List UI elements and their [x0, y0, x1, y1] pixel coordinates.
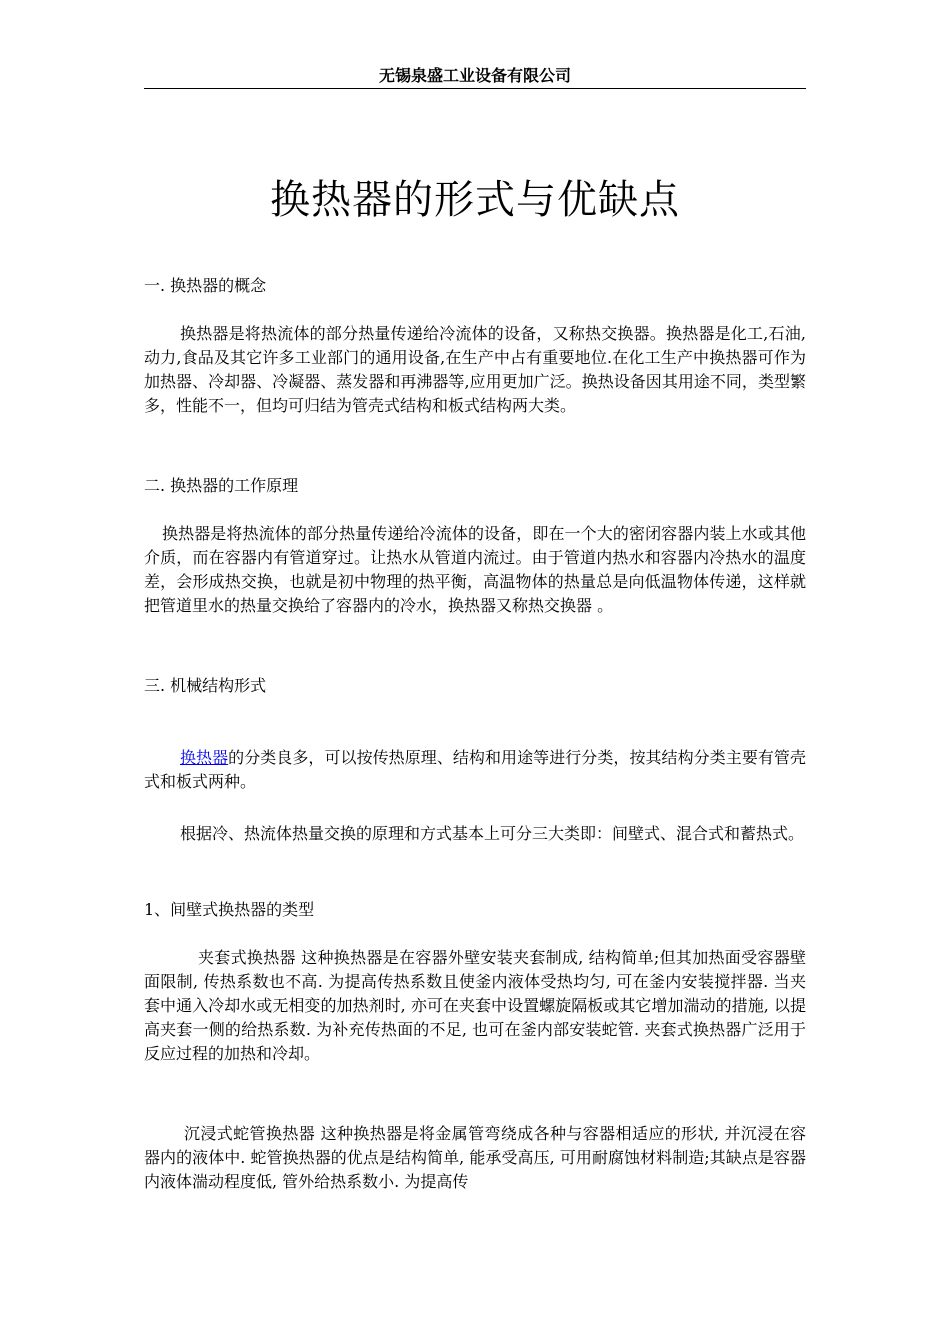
page-header: [144, 64, 806, 89]
subsection-heading-wall-type: 1、间壁式换热器的类型: [144, 900, 315, 919]
section-heading-structure: 三. 机械结构形式: [144, 676, 267, 695]
document-title: 换热器的形式与优缺点: [270, 177, 680, 223]
paragraph-coil: 沉浸式蛇管换热器 这种换热器是将金属管弯绕成各种与容器相适应的形状, 并沉浸在容器内的液体中. 蛇管换热器的优点是结构简单, 能承受高压, 可用耐腐蚀材料制造;其缺点是容器内液体湍动程度低, 管外给热系数小. 为提高传: [144, 1124, 806, 1191]
section-heading-principle: 二. 换热器的工作原理: [144, 476, 299, 495]
paragraph-three-types: 根据冷、热流体热量交换的原理和方式基本上可分三大类即：间壁式、混合式和蓄热式。: [180, 824, 805, 843]
section-heading-concept: 一. 换热器的概念: [144, 276, 267, 295]
paragraph-principle: 换热器是将热流体的部分热量传递给冷流体的设备，即在一个大的密闭容器内装上水或其他介质，而在容器内有管道穿过。让热水从管道内流过。由于管道内热水和容器内冷热水的温度差，会形成热交换，也就是初中物理的热平衡，高温物体的热量总是向低温物体传递，这样就把管道里水的热量交换给了容器内的冷水，换热器又称热交换器 。: [144, 524, 806, 615]
company-name: 无锡泉盛工业设备有限公司: [378, 66, 571, 85]
paragraph-classification-text: 的分类良多，可以按传热原理、结构和用途等进行分类，按其结构分类主要有管壳式和板式两种。: [144, 748, 806, 791]
heat-exchanger-link[interactable]: 换热器: [180, 748, 229, 767]
paragraph-classification: [144, 746, 806, 794]
paragraph-concept: 换热器是将热流体的部分热量传递给冷流体的设备，又称热交换器。换热器是化工,石油,动力,食品及其它许多工业部门的通用设备,在生产中占有重要地位.在化工生产中换热器可作为加热器、冷却器、冷凝器、蒸发器和再沸器等,应用更加广泛。换热设备因其用途不同，类型繁多，性能不一，但均可归结为管壳式结构和板式结构两大类。: [144, 324, 806, 415]
paragraph-jacketed: 夹套式换热器 这种换热器是在容器外壁安装夹套制成, 结构简单;但其加热面受容器壁面限制, 传热系数也不高. 为提高传热系数且使釜内液体受热均匀, 可在釜内安装搅拌器. 当夹套中通入冷却水或无相变的加热剂时, 亦可在夹套中设置螺旋隔板或其它增加湍动的措施, 以提高夹套一侧的给热系数. 为补充传热面的不足, 也可在釜内部安装蛇管. 夹套式换热器广泛用于反应过程的加热和冷却。: [144, 948, 806, 1063]
